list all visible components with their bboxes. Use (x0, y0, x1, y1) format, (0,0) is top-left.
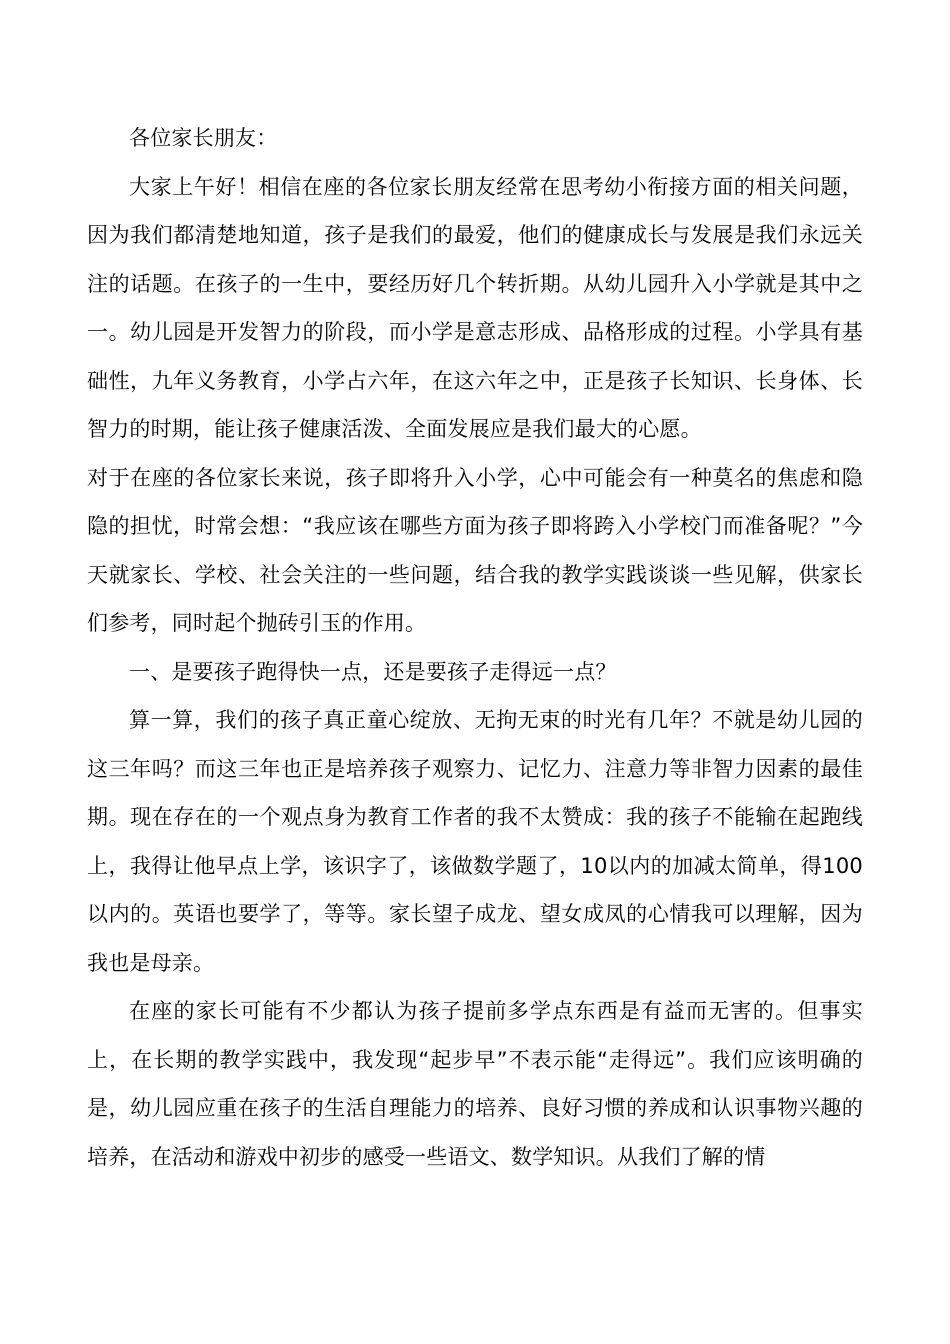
salutation-paragraph: 各位家长朋友： (129, 126, 278, 150)
greeting-paragraph: 大家上午好！相信在座的各位家长朋友经常在思考幼小衔接方面的相关问题，因为我们都清楚地知道，孩子是我们的最爱，他们的健康成长与发展是我们永远关注的话题。在孩子的一生中，要经历好几个转折期。从幼儿园升入小学就是其中之一。幼儿园是开发智力的阶段，而小学是意志形成、品格形成的过程。小学具有基础性，九年义务教育，小学占六年，在这六年之中，正是孩子长知识、长身体、长智力的时期，能让孩子健康活泼、全面发展应是我们最大的心愿。 (87, 174, 863, 441)
reflection-paragraph: 算一算，我们的孩子真正童心绽放、无拘无束的时光有几年？不就是幼儿园的这三年吗？而这三年也正是培养孩子观察力、记忆力、注意力等非智力因素的最佳期。现在存在的一个观点身为教育工作者的我不太赞成：我的孩子不能输在起跑线上，我得让他早点上学，该识字了，该做数学题了，10以内的加减太简单，得100以内的。英语也要学了，等等。家长望子成龙、望女成凤的心情我可以理解，因为我也是母亲。 (87, 708, 863, 975)
document-body (87, 114, 863, 1181)
concern-paragraph: 对于在座的各位家长来说，孩子即将升入小学，心中可能会有一种莫名的焦虑和隐隐的担忧，时常会想：“我应该在哪些方面为孩子即将跨入小学校门而准备呢？”今天就家长、学校、社会关注的一些问题，结合我的教学实践谈谈一些见解，供家长们参考，同时起个抛砖引玉的作用。 (87, 465, 863, 635)
practice-paragraph: 在座的家长可能有不少都认为孩子提前多学点东西是有益而无害的。但事实上，在长期的教学实践中，我发现“起步早”不表示能“走得远”。我们应该明确的是，幼儿园应重在孩子的生活自理能力的培养、良好习惯的养成和认识事物兴趣的培养，在活动和游戏中初步的感受一些语文、数学知识。从我们了解的情 (87, 999, 863, 1169)
section-heading-one: 一、是要孩子跑得快一点，还是要孩子走得远一点？ (129, 659, 617, 684)
